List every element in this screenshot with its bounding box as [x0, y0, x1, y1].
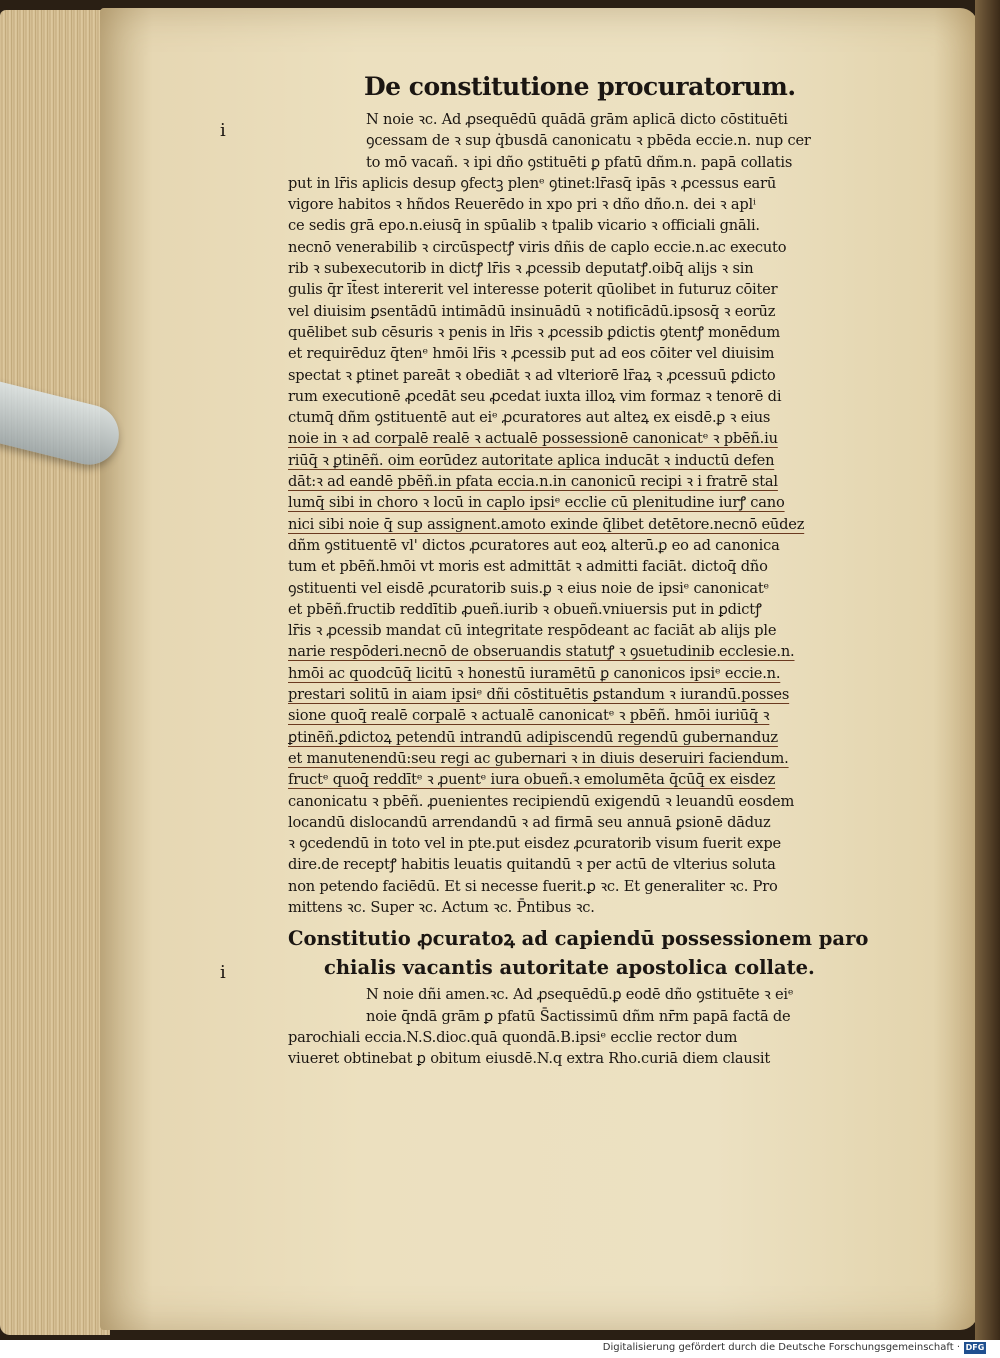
text-line: noie q̄ndā grām ꝑ pfatū S̄actissimū dñm nr̄m papā factā de	[366, 1007, 791, 1025]
margin-mark-2: i	[220, 962, 226, 983]
paragraph-2	[288, 984, 888, 1069]
text-line: gulis q̄r īt̄est intererit vel interesse poterit qūolibet in futuruz cōiter	[288, 281, 778, 299]
text-line: parochiali eccia.N.S.dioc.quā quondā.B.ipsiᵉ ecclie rector dum	[288, 1028, 738, 1046]
text-line: et manutenendū:seu regi ac gubernari ꝛ in diuis deseruiri faciendum.	[288, 749, 789, 767]
text-line: et pbēñ.fructib reddītib ꝓueñ.iurib ꝛ obueñ.vniuersis put in ꝑdictꝭ	[288, 600, 762, 618]
text-line: narie respōderi.necnō de obseruandis statutꝭ ꝛ ꝯsuetudinib ecclesie.n.	[288, 643, 795, 661]
text-line: locandū dislocandū arrendandū ꝛ ad firmā seu annuā ꝑsionē dāduz	[288, 813, 771, 831]
paragraph-1	[288, 109, 888, 918]
text-line: ꝯcessam de ꝛ sup q̇busdā canonicatu ꝛ pbēda eccie.n. nup cer	[366, 132, 811, 150]
text-line: N noie ꝛc. Ad ꝓsequēdū quādā grām aplicā dicto cōstituēti	[366, 111, 788, 128]
text-line: tum et pbēñ.hmōi vt moris est admittāt ꝛ admitti faciāt. dictoq̄ dño	[288, 558, 768, 576]
text-line: N noie dñi amen.ꝛc. Ad ꝓsequēdū.ꝑ eodē dño ꝯstituēte ꝛ eiᵉ	[366, 986, 794, 1004]
text-line: vel diuisim ꝑsentādū intimādū insinuādū ꝛ notificādū.ipsosq̄ ꝛ eorūz	[288, 302, 776, 320]
text-line: rib ꝛ subexecutorib in dictꝭ lr̄is ꝛ ꝓcessib deputatꝭ.oibq̄ alijs ꝛ sin	[288, 260, 754, 278]
text-line: put in lr̄is aplicis desup ꝯfectꝫ plenᵉ ꝯtinet:lr̄asq̄ ipās ꝛ ꝓcessus earū	[288, 174, 777, 192]
text-line: ꝑtinēñ.ꝑdictoꝝ petendū intrandū adipiscendū regendū gubernanduz	[288, 728, 778, 746]
text-line: nici sibi noie q̄ sup assignent.amoto exinde q̄libet detētore.necnō eūdez	[288, 515, 805, 533]
book-spine	[975, 0, 1000, 1340]
text-line: quēlibet sub cēsuris ꝛ penis in lr̄is ꝛ ꝓcessib ꝑdictis ꝯtentꝭ monēdum	[288, 323, 780, 341]
margin-mark-1: i	[220, 120, 226, 141]
text-line: canonicatu ꝛ pbēñ. ꝓuenientes recipiendū exigendū ꝛ leuandū eosdem	[288, 792, 795, 810]
text-line: necnō venerabilib ꝛ circūspectꝭ viris dñis de caplo eccie.n.ac executo	[288, 238, 787, 256]
section-heading: De constitutione procuratorum.	[364, 72, 796, 101]
text-line: mittens ꝛc. Super ꝛc. Actum ꝛc. P̄ntibus ꝛc.	[288, 898, 595, 916]
page-edges	[0, 10, 110, 1335]
text-line: sione quoq̄ realē corpalē ꝛ actualē canonicatᵉ ꝛ pbēñ. hmōi iuriūq̄ ꝛ	[288, 707, 770, 725]
text-line: dire.de receptꝭ habitis leuatis quitandū ꝛ per actū de vlterius soluta	[288, 856, 776, 874]
text-line: to mō vacañ. ꝛ ipi dño ꝯstituēti ꝑ pfatū dñm.n. papā collatis	[366, 153, 793, 171]
text-line: dñm ꝯstituentē vl' dictos ꝓcuratores aut eoꝝ alterū.ꝑ eo ad canonica	[288, 536, 780, 554]
text-line: rum executionē ꝓcedāt seu ꝓcedat iuxta illoꝝ vim formaz ꝛ tenorē di	[288, 387, 782, 405]
text-line: ꝯstituenti vel eisdē ꝓcuratorib suis.ꝑ ꝛ eius noie de ipsiᵉ canonicatᵉ	[288, 579, 770, 597]
text-line: et requirēduz q̄tenᵉ hmōi lr̄is ꝛ ꝓcessib put ad eos cōiter vel diuisim	[288, 345, 775, 363]
text-line: lr̄is ꝛ ꝓcessib mandat cū integritate respōdeant ac faciāt ab alijs ple	[288, 622, 777, 640]
text-line: non petendo faciēdū. Et si necesse fuerit.ꝑ ꝛc. Et generaliter ꝛc. Pro	[288, 877, 778, 895]
text-line: noie in ꝛ ad corpalē realē ꝛ actualē possessionē canonicatᵉ ꝛ pbēñ.iu	[288, 430, 778, 448]
text-line: prestari solitū in aiam ipsiᵉ dñi cōstituētis ꝑstandum ꝛ iurandū.posses	[288, 686, 790, 704]
section-heading-2-line-2: chialis vacantis autoritate apostolica collate.	[324, 956, 815, 980]
text-line: fructᵉ quoq̄ reddītᵉ ꝛ ꝓuentᵉ iura obueñ.ꝛ emolumēta q̄cūq̄ ex eisdez	[288, 771, 776, 789]
text-line: ce sedis grā epo.n.eiusq̄ in spūalib ꝛ tpalib vicario ꝛ officiali gnāli.	[288, 217, 760, 235]
funding-credit: Digitalisierung gefördert durch die Deutsche Forschungsgemeinschaft ·	[602, 1342, 960, 1353]
text-line: hmōi ac quodcūq̄ licitū ꝛ honestū iuramētū ꝑ canonicos ipsiᵉ eccie.n.	[288, 664, 781, 682]
text-line: lumq̄ sibi in choro ꝛ locū in caplo ipsiᵉ ecclie cū plenitudine iurꝭ cano	[288, 494, 785, 512]
footer	[0, 1340, 1000, 1358]
text-block	[288, 72, 888, 1069]
dfg-logo: DFG	[965, 1343, 985, 1352]
text-line: dāt:ꝛ ad eandē pbēñ.in pfata eccia.n.in canonicū recipi ꝛ i fratrē stal	[288, 473, 778, 491]
text-line: viueret obtinebat ꝑ obitum eiusdē.N.q extra Rho.curiā diem clausit	[288, 1050, 771, 1068]
text-line: riūq̄ ꝛ ꝑtinēñ. oim eorūdez autoritate aplica inducāt ꝛ inductū defen	[288, 451, 775, 469]
text-line: spectat ꝛ ꝑtinet pareāt ꝛ obediāt ꝛ ad vlteriorē lr̄aꝝ ꝛ ꝓcessuū ꝑdicto	[288, 366, 776, 384]
text-line: ꝛ ꝯcedendū in toto vel in pte.put eisdez ꝓcuratorib visum fuerit expe	[288, 835, 781, 853]
text-line: vigore habitos ꝛ hñdos Reuerēdo in xpo pri ꝛ dño dño.n. dei ꝛ aplⁱ	[288, 196, 756, 214]
section-heading-2-line-1: Constitutio ꝓcuratoꝝ ad capiendū possessionem paro	[288, 927, 869, 951]
text-line: ctumq̄ dñm ꝯstituentē aut eiᵉ ꝓcuratores aut alteꝝ ex eisdē.ꝑ ꝛ eius	[288, 409, 771, 427]
